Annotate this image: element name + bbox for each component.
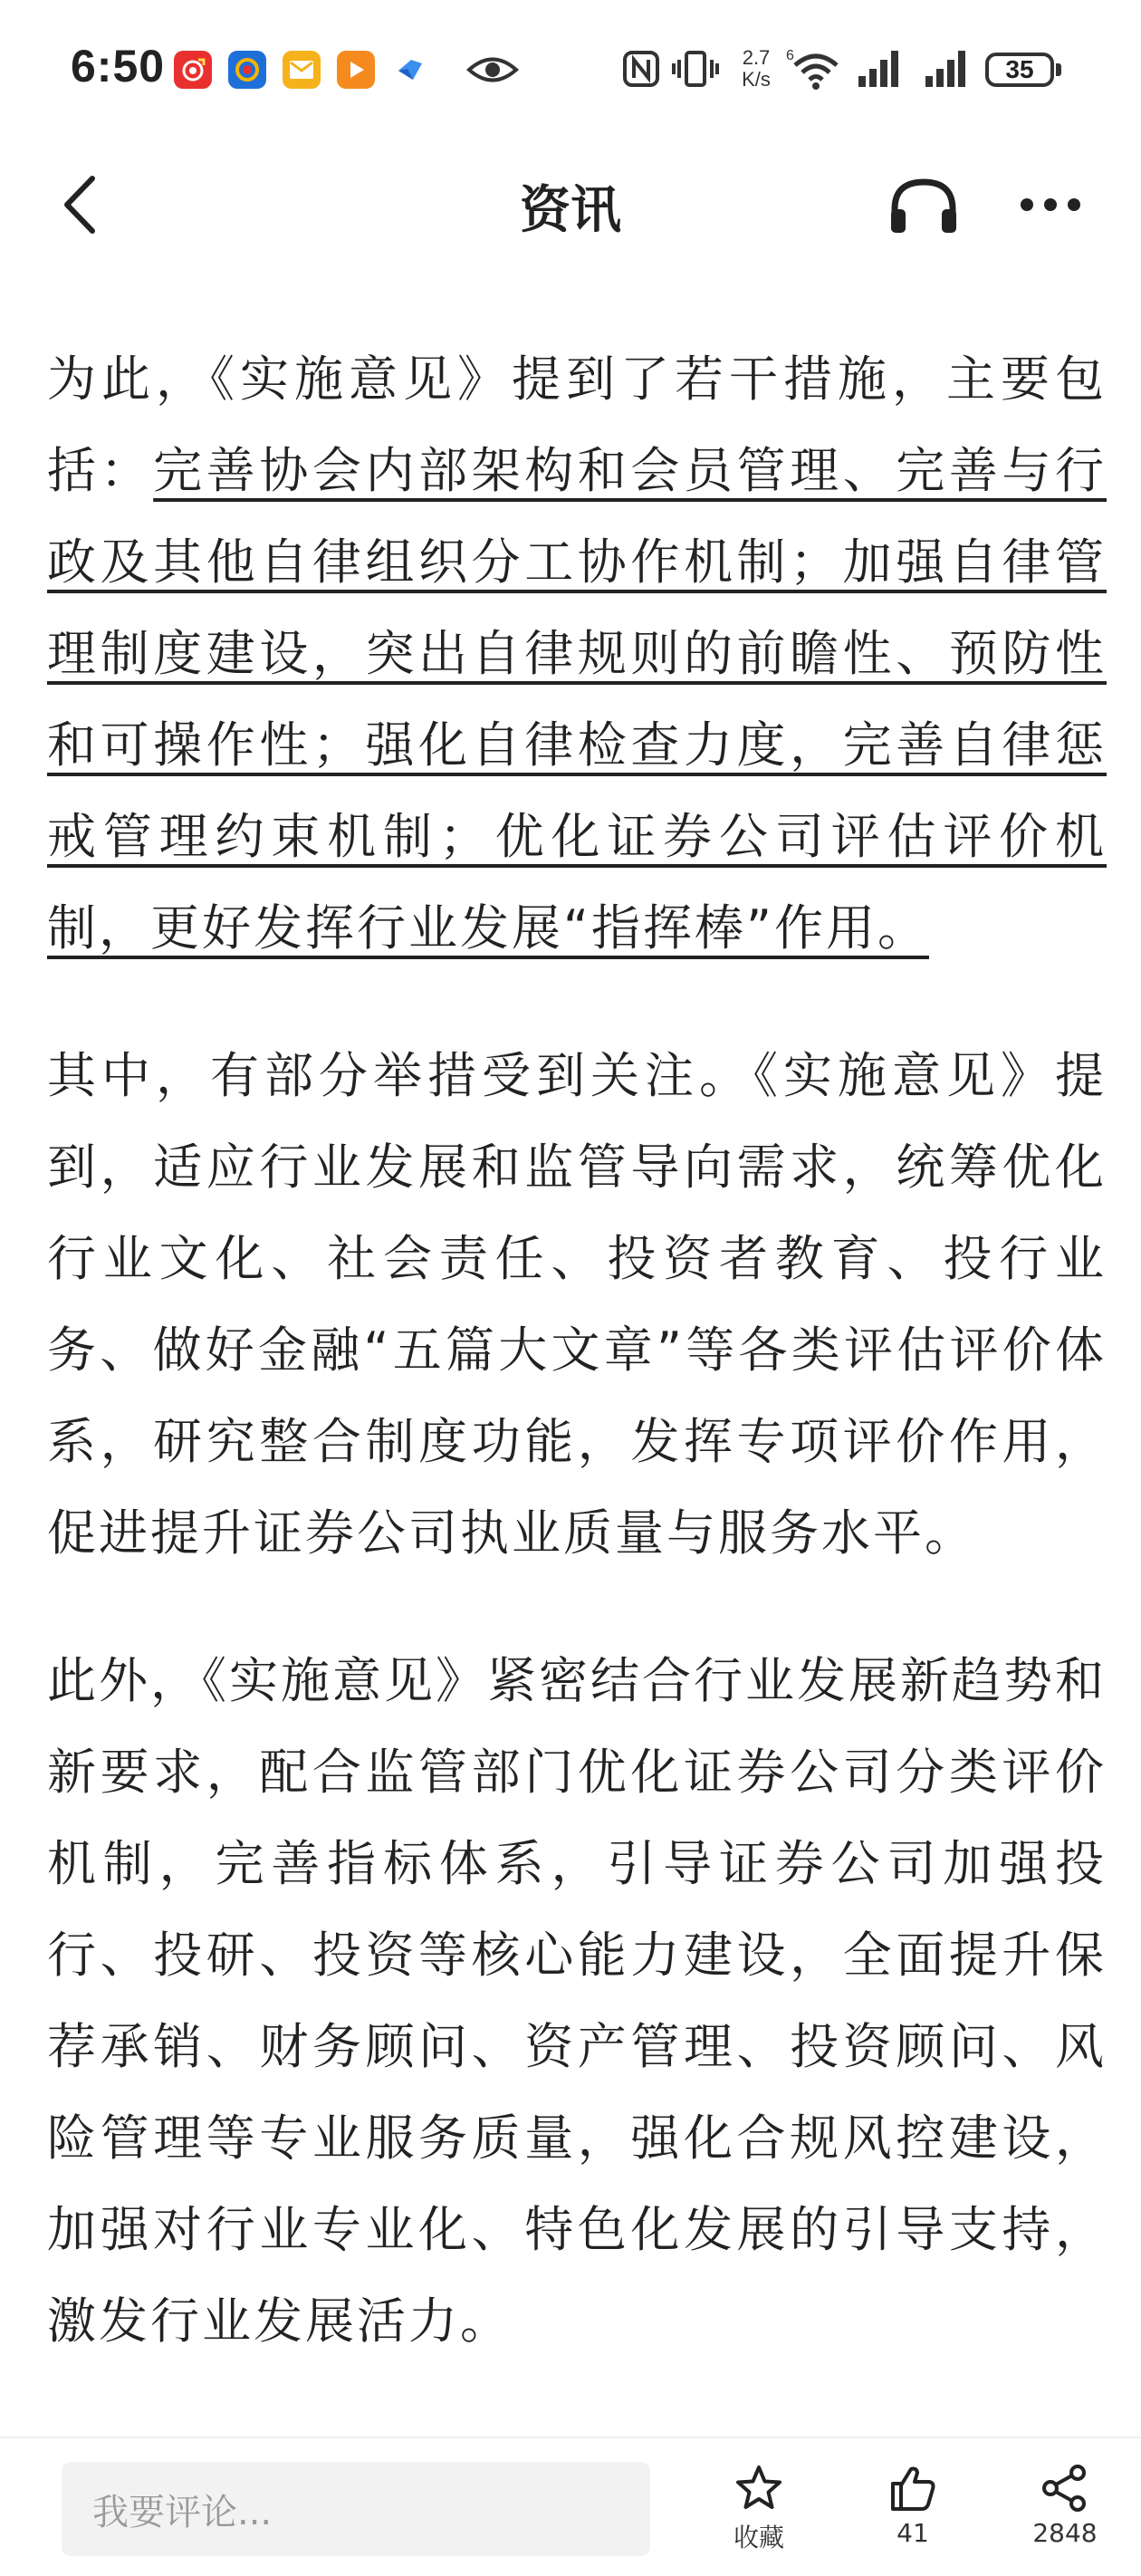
like-count: 41 [896,2518,929,2548]
signal-icon [922,43,973,94]
battery-tip [1056,63,1061,76]
net-speed [734,47,779,91]
net-speed-value: 2.7 [742,46,771,69]
like-button[interactable] [840,2464,985,2572]
article-body [47,333,1107,2367]
battery-indicator: 35 [985,53,1054,87]
article-paragraph [47,333,1107,974]
signal-icon [855,43,906,94]
favorite-label: 收藏 [733,2523,784,2552]
weibo-icon [174,51,212,89]
vibrate-icon [670,43,721,94]
browser-icon [228,51,266,89]
status-time: 6:50 [71,41,166,91]
listen-button[interactable] [884,170,964,243]
more-button[interactable] [1007,176,1094,234]
video-icon [337,51,375,89]
svg-text:6: 6 [786,48,794,63]
comment-input[interactable]: 我要评论... [62,2462,650,2556]
feishu-icon [391,51,429,89]
mail-icon [283,51,321,89]
eye-icon [465,51,520,89]
headphones-icon [887,177,960,236]
thumbs-up-icon [887,2464,938,2513]
header-bar [0,136,1141,272]
nfc-icon [621,43,661,94]
net-speed-unit: K/s [742,68,771,91]
bottom-action-bar [0,2437,1141,2576]
share-count: 2848 [1032,2518,1098,2548]
more-icon [1018,196,1083,214]
status-bar [0,0,1141,136]
page-title: 资讯 [520,181,621,240]
favorite-button[interactable] [686,2464,831,2572]
share-icon [1040,2464,1090,2513]
article-paragraph: 此外，《实施意见》紧密结合行业发展新趋势和新要求，配合监管部门优化证券公司分类评价机制，完善指标体系，引导证券公司加强投行、投研、投资等核心能力建设，全面提升保荐承销、财务顾问、资产管理、投资顾问、风险管理等专业服务质量，强化合规风控建设，加强对行业专业化、特色化发展的引导支持，激发行业发展活力。 [47,1652,1107,2350]
underlined-measures-text: 完善协会内部架构和会员管理、完善与行政及其他自律组织分工协作机制；加强自律管理制度建设，突出自律规则的前瞻性、预防性和可操作性；强化自律检查力度，完善自律惩戒管理约束机制；优化证券公司评估评价机制，更好发挥行业发展“指挥棒”作用。 [47,442,1107,956]
article-paragraph: 其中，有部分举措受到关注。《实施意见》提到，适应行业发展和监管导向需求，统筹优化行业文化、社会责任、投资者教育、投行业务、做好金融“五篇大文章”等各类评估评价体系，研究整合制度功能，发挥专项评价作用，促进提升证券公司执业质量与服务水平。 [47,1047,1107,1562]
wifi-icon [786,43,842,94]
star-icon [734,2464,784,2513]
paragraph-lead-text: 为此，《实施意见》提到了若干措施，主要包括： [47,351,1107,499]
share-button[interactable] [992,2464,1137,2572]
